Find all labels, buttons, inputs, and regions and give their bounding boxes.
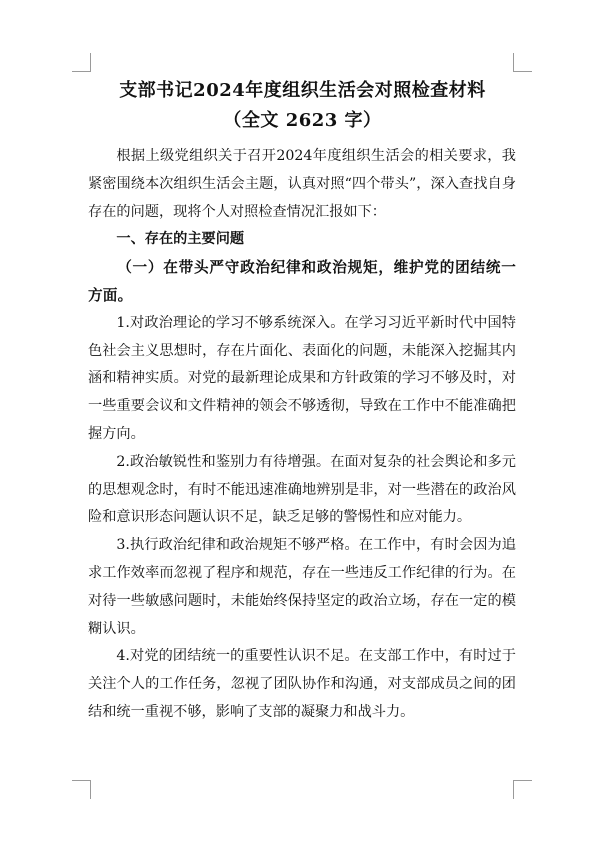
crop-mark-top-left [72,53,91,72]
crop-mark-top-right [513,53,532,72]
subsection-heading: （一）在带头严守政治纪律和政治规矩，维护党的团结统一方面。 [88,259,516,304]
document-subtitle: （全文 2623 字） [223,110,382,131]
crop-mark-bottom-right [513,780,532,799]
document-body [88,143,516,727]
intro-paragraph: 根据上级党组织关于召开2024年度组织生活会的相关要求，我紧密围绕本次组织生活会主题，认真对照“四个带头”，深入查找自身存在的问题，现将个人对照检查情况汇报如下： [88,148,516,220]
list-item: 4.对党的团结统一的重要性认识不足。在支部工作中，有时过于关注个人的工作任务，忽视了团队协作和沟通，对支部成员之间的团结和统一重视不够，影响了支部的凝聚力和战斗力。 [88,648,516,720]
document-title: 支部书记2024年度组织生活会对照检查材料 [119,80,486,101]
crop-mark-bottom-left [72,780,91,799]
list-item: 3.执行政治纪律和政治规矩不够严格。在工作中，有时会因为追求工作效率而忽视了程序和规范，存在一些违反工作纪律的行为。在对待一些敏感问题时，未能始终保持坚定的政治立场，存在一定的模糊认识。 [88,537,516,637]
list-item: 2.政治敏锐性和鉴别力有待增强。在面对复杂的社会舆论和多元的思想观念时，有时不能迅速准确地辨别是非，对一些潜在的政治风险和意识形态问题认识不足，缺乏足够的警惕性和应对能力。 [88,453,516,526]
list-item: 1.对政治理论的学习不够系统深入。在学习习近平新时代中国特色社会主义思想时，存在片面化、表面化的问题，未能深入挖掘其内涵和精神实质。对党的最新理论成果和方针政策的学习不够及时，对一些重要会议和文件精神的领会不够透彻，导致在工作中不能准确把握方向。 [88,314,516,442]
section-heading: 一、存在的主要问题 [116,231,245,248]
